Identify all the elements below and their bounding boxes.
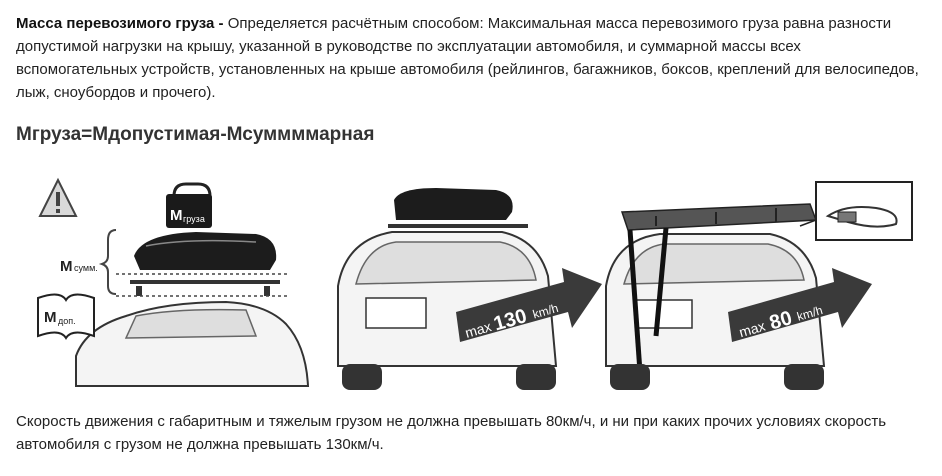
intro-text: Определяется расчётным способом: Максимальная масса перевозимого груза равна разности допустимой нагрузки на крышу, указанной в руководстве по эксплуатации автомобиля, и суммарной массы всех вспомогательных устройств, установленных на крыше автомобиля (рейлингов, багажников, боксов, креплений для велосипедов, лыж, сноубордов и прочего). (16, 15, 919, 101)
sum-mass-sub: сумм. (74, 263, 98, 273)
allowed-mass-sub: доп. (58, 316, 76, 326)
manual-book-icon (38, 294, 94, 338)
speed-value: 80 (767, 307, 795, 335)
intro-paragraph (16, 12, 926, 104)
long-load-shape (622, 204, 816, 230)
sum-mass-letter: M (60, 258, 73, 275)
speed-prefix: max (463, 318, 494, 341)
strap-detail-inset (800, 182, 912, 240)
speed-note-paragraph: Скорость движения с габаритным и тяжелым грузом не должна превышать 80км/ч, и ни при каких прочих условиях скорость автомобиля с грузом не должна превышать 130км/ч. (16, 413, 887, 453)
speed-unit: km/h (795, 303, 825, 324)
allowed-mass-letter: M (44, 309, 57, 326)
formula-heading: Мгруза=Мдопустимая-Мсуммммарная (16, 124, 375, 145)
warning-triangle-icon (40, 180, 76, 216)
roof-load-illustration (16, 176, 926, 396)
intro-term: Масса перевозимого груза - (16, 15, 224, 32)
roof-box-shape (394, 188, 513, 220)
roof-box-car-panel (338, 188, 602, 390)
long-load-car-panel (606, 182, 912, 390)
speed-value: 130 (491, 305, 530, 336)
speed-prefix: max (737, 317, 767, 341)
roof-box-shape (134, 232, 276, 270)
cargo-mass-sub: груза (183, 214, 205, 224)
cargo-weight-icon (166, 184, 212, 228)
cargo-mass-letter: M (170, 207, 183, 224)
speed-unit: km/h (531, 300, 560, 322)
sum-brace (102, 230, 116, 294)
mass-breakdown-panel (38, 180, 308, 386)
crossbar (130, 280, 280, 284)
